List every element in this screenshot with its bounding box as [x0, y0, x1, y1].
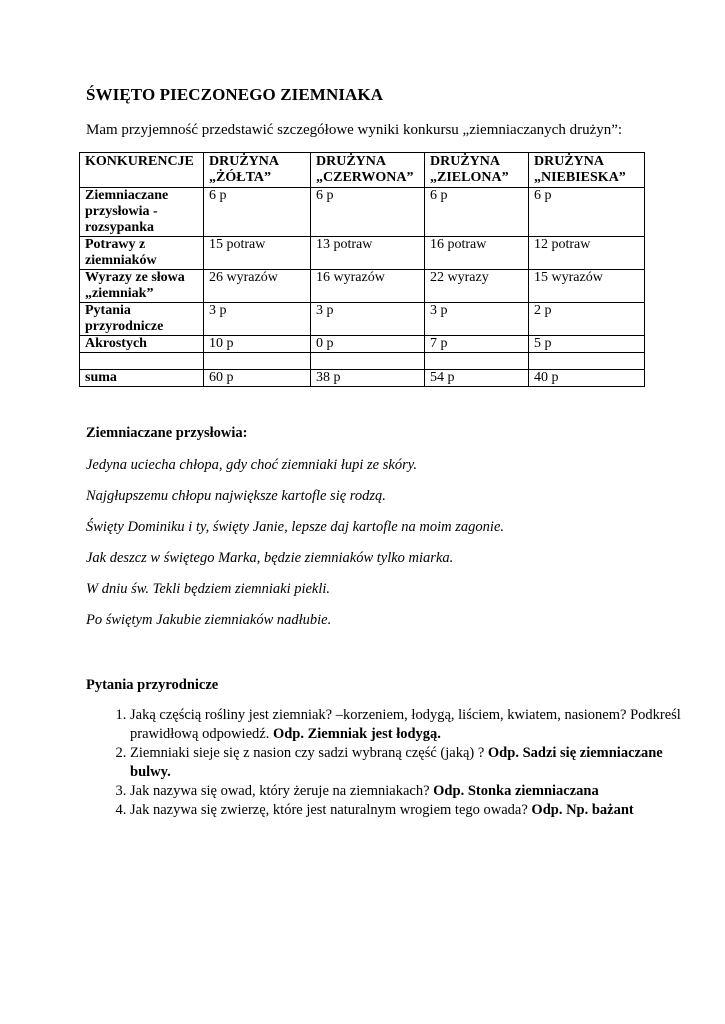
table-cell: 40 p — [529, 370, 645, 387]
table-cell: 6 p — [529, 188, 645, 237]
list-item — [130, 706, 690, 744]
table-cell: 12 potraw — [529, 237, 645, 270]
table-cell: 15 potraw — [204, 237, 311, 270]
header-team-red: DRUŻYNA „CZERWONA” — [311, 153, 425, 188]
answer-text: Odp. Stonka ziemniaczana — [433, 783, 599, 799]
table-header-row — [80, 153, 645, 188]
table-cell: 16 potraw — [425, 237, 529, 270]
table-cell: 2 p — [529, 303, 645, 336]
table-row — [80, 237, 645, 270]
list-item — [130, 782, 690, 801]
question-text: Ziemniaki sieje się z nasion czy sadzi wybraną część (jaką) ? — [130, 745, 488, 761]
header-konkurencje: KONKURENCJE — [80, 153, 204, 188]
table-cell: 3 p — [311, 303, 425, 336]
table-cell: 7 p — [425, 336, 529, 353]
table-cell: 0 p — [311, 336, 425, 353]
answer-text: Odp. Np. bażant — [531, 802, 634, 818]
table-cell — [311, 353, 425, 370]
row-label: Pytania przyrodnicze — [80, 303, 204, 336]
row-label: Akrostych — [80, 336, 204, 353]
list-item: Święty Dominiku i ty, święty Janie, lepsze daj kartofle na moim zagonie. — [86, 519, 505, 535]
list-item — [130, 744, 690, 782]
page-title: ŚWIĘTO PIECZONEGO ZIEMNIAKA — [86, 85, 384, 104]
table-cell: 38 p — [311, 370, 425, 387]
list-item: W dniu św. Tekli będziem ziemniaki piekli. — [86, 581, 331, 597]
results-table — [79, 152, 645, 387]
table-row — [80, 336, 645, 353]
table-cell: 3 p — [204, 303, 311, 336]
row-label: suma — [80, 370, 204, 387]
table-cell — [529, 353, 645, 370]
question-text: Jak nazywa się zwierzę, które jest naturalnym wrogiem tego owada? — [130, 802, 532, 818]
table-cell: 60 p — [204, 370, 311, 387]
table-cell: 15 wyrazów — [529, 270, 645, 303]
list-item: Jak deszcz w świętego Marka, będzie ziemniaków tylko miarka. — [86, 550, 454, 566]
row-label: Ziemniaczane przysłowia - rozsypanka — [80, 188, 204, 237]
table-cell: 54 p — [425, 370, 529, 387]
table-cell: 6 p — [425, 188, 529, 237]
list-item: Najgłupszemu chłopu największe kartofle się rodzą. — [86, 488, 386, 504]
table-cell: 13 potraw — [311, 237, 425, 270]
question-text: Jaką częścią rośliny jest ziemniak? –korzeniem, łodygą, liściem, kwiatem, nasionem? Podkreśl prawidłową odpowiedź. — [130, 707, 681, 742]
table-row — [80, 303, 645, 336]
table-cell: 16 wyrazów — [311, 270, 425, 303]
table-cell: 6 p — [204, 188, 311, 237]
table-cell: 6 p — [311, 188, 425, 237]
list-item: Po świętym Jakubie ziemniaków nadłubie. — [86, 612, 332, 628]
table-cell — [425, 353, 529, 370]
header-team-yellow: DRUŻYNA „ŻÓŁTA” — [204, 153, 311, 188]
proverbs-heading: Ziemniaczane przysłowia: — [86, 425, 248, 441]
table-cell — [204, 353, 311, 370]
table-cell: 5 p — [529, 336, 645, 353]
row-label: Potrawy z ziemniaków — [80, 237, 204, 270]
intro-text: Mam przyjemność przedstawić szczegółowe wyniki konkursu „ziemniaczanych drużyn”: — [86, 122, 623, 138]
proverbs-list — [86, 456, 504, 642]
header-team-green: DRUŻYNA „ZIELONA” — [425, 153, 529, 188]
answer-text: Odp. Ziemniak jest łodygą. — [269, 726, 441, 742]
list-item: Jedyna uciecha chłopa, gdy choć ziemniaki łupi ze skóry. — [86, 457, 417, 473]
question-text: Jak nazywa się owad, który żeruje na ziemniakach? — [130, 783, 434, 799]
table-row-empty — [80, 353, 645, 370]
row-label — [80, 353, 204, 370]
answer-text: Odp. Sadzi się ziemniaczane bulwy. — [130, 745, 663, 780]
table-cell: 10 p — [204, 336, 311, 353]
table-cell: 22 wyrazy — [425, 270, 529, 303]
row-label: Wyrazy ze słowa „ziemniak” — [80, 270, 204, 303]
table-row — [80, 188, 645, 237]
header-team-blue: DRUŻYNA „NIEBIESKA” — [529, 153, 645, 188]
table-row-sum — [80, 370, 645, 387]
questions-list — [86, 706, 690, 820]
questions-heading: Pytania przyrodnicze — [86, 677, 219, 693]
table-row — [80, 270, 645, 303]
list-item — [130, 801, 690, 820]
table-cell: 3 p — [425, 303, 529, 336]
table-cell: 26 wyrazów — [204, 270, 311, 303]
